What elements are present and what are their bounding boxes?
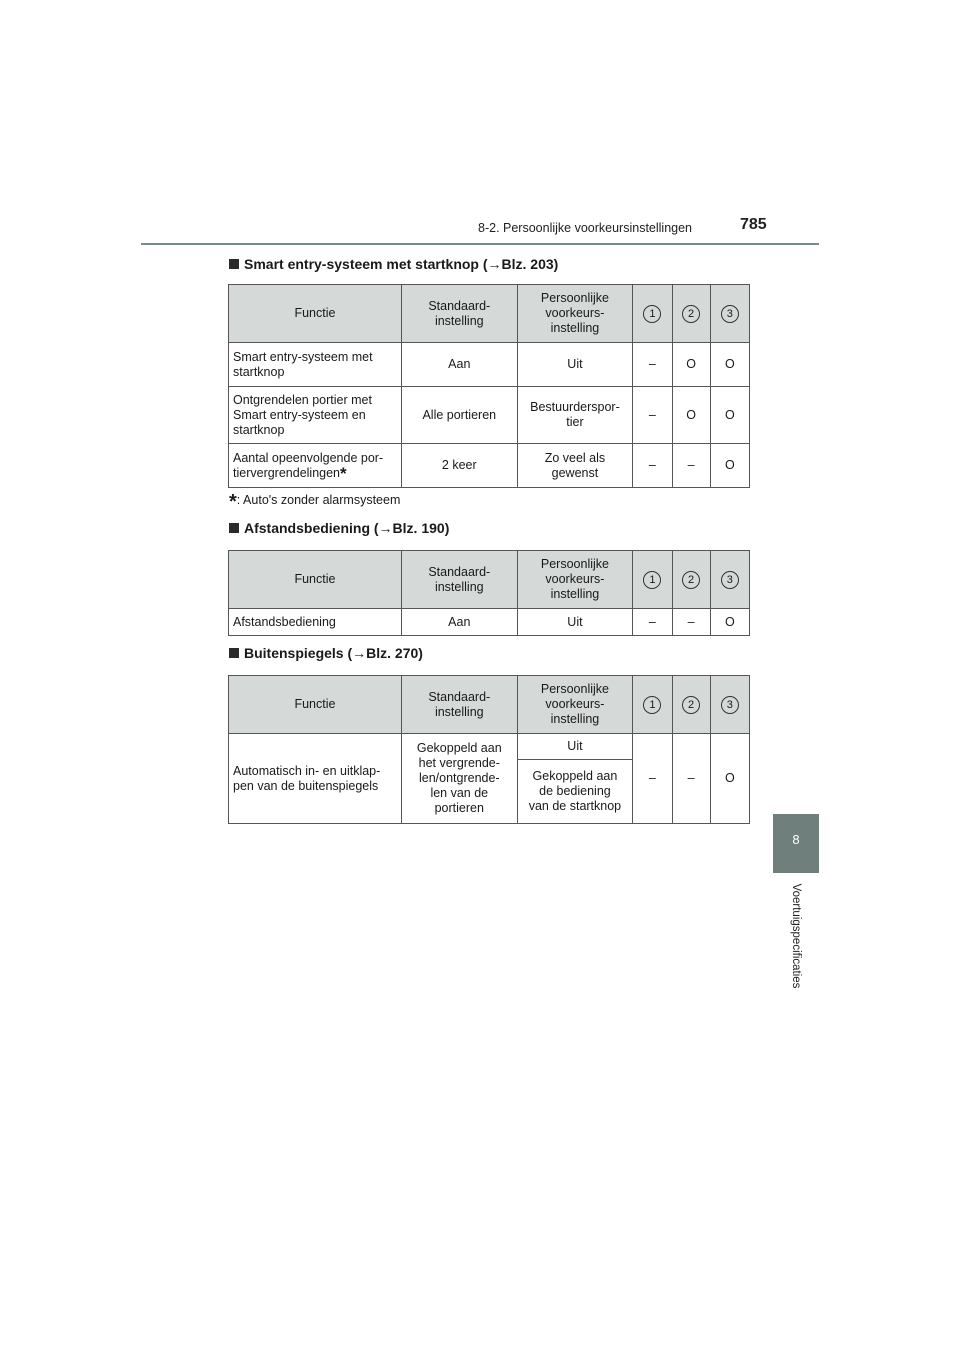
col-header-2 bbox=[672, 285, 710, 343]
cell-default: 2 keer bbox=[401, 444, 517, 488]
cell-mode-3: O bbox=[710, 734, 749, 824]
cell-custom: Bestuurderspor- tier bbox=[517, 387, 633, 444]
mirrors-table bbox=[228, 675, 750, 824]
table-header-row bbox=[229, 285, 750, 343]
cell-default: Aan bbox=[401, 343, 517, 387]
col-header-3 bbox=[710, 551, 749, 609]
table-row bbox=[229, 734, 750, 760]
col-header-custom: Persoonlijke voorkeurs- instelling bbox=[517, 676, 633, 734]
cell-custom: Uit bbox=[517, 343, 633, 387]
cell-function-text: Aantal opeenvolgende por- tiervergrendelingen bbox=[233, 450, 384, 480]
cell-mode-3: O bbox=[710, 444, 749, 488]
circled-3-icon: 3 bbox=[721, 696, 739, 714]
cell-function: Smart entry-systeem met startknop bbox=[229, 343, 402, 387]
cell-mode-3: O bbox=[710, 343, 749, 387]
col-header-custom: Persoonlijke voorkeurs- instelling bbox=[517, 285, 633, 343]
table-row bbox=[229, 387, 750, 444]
cell-default: Alle portieren bbox=[401, 387, 517, 444]
col-header-function: Functie bbox=[229, 285, 402, 343]
circled-1-icon: 1 bbox=[643, 696, 661, 714]
smart-entry-table bbox=[228, 284, 750, 488]
col-header-function: Functie bbox=[229, 676, 402, 734]
cell-function bbox=[229, 444, 402, 488]
cell-mode-2: – bbox=[672, 609, 710, 636]
circled-3-icon: 3 bbox=[721, 305, 739, 323]
circled-1-icon: 1 bbox=[643, 305, 661, 323]
col-header-custom: Persoonlijke voorkeurs- instelling bbox=[517, 551, 633, 609]
table-row bbox=[229, 609, 750, 636]
circled-2-icon: 2 bbox=[682, 696, 700, 714]
cell-mode-1: – bbox=[633, 734, 672, 824]
cell-mode-1: – bbox=[633, 343, 672, 387]
col-header-default: Standaard- instelling bbox=[401, 285, 517, 343]
section-title-text: Buitenspiegels (→Blz. 270) bbox=[244, 645, 423, 661]
col-header-function: Functie bbox=[229, 551, 402, 609]
col-header-2 bbox=[672, 676, 710, 734]
footnote bbox=[229, 491, 400, 514]
cell-mode-2: – bbox=[672, 444, 710, 488]
cell-custom: Uit bbox=[517, 609, 633, 636]
section-title-remote bbox=[229, 520, 449, 536]
col-header-1 bbox=[633, 551, 672, 609]
square-bullet-icon bbox=[229, 648, 239, 658]
cell-default: Gekoppeld aan het vergrende- len/ontgrende- len van de portieren bbox=[401, 734, 517, 824]
cell-mode-1: – bbox=[633, 609, 672, 636]
col-header-3 bbox=[710, 285, 749, 343]
circled-2-icon: 2 bbox=[682, 305, 700, 323]
cell-mode-1: – bbox=[633, 387, 672, 444]
table-header-row bbox=[229, 676, 750, 734]
header-divider bbox=[141, 243, 819, 245]
col-header-3 bbox=[710, 676, 749, 734]
circled-1-icon: 1 bbox=[643, 571, 661, 589]
table-row bbox=[229, 444, 750, 488]
cell-mode-2: O bbox=[672, 387, 710, 444]
col-header-1 bbox=[633, 676, 672, 734]
table-row bbox=[229, 343, 750, 387]
cell-default: Aan bbox=[401, 609, 517, 636]
section-title-smart-entry bbox=[229, 256, 558, 272]
circled-2-icon: 2 bbox=[682, 571, 700, 589]
section-title-text: Afstandsbediening (→Blz. 190) bbox=[244, 520, 450, 536]
cell-function: Ontgrendelen portier met Smart entry-systeem en startknop bbox=[229, 387, 402, 444]
section-header-title: 8-2. Persoonlijke voorkeursinstellingen bbox=[478, 221, 693, 235]
cell-function: Automatisch in- en uitklap- pen van de buitenspiegels bbox=[229, 734, 402, 824]
cell-function: Afstandsbediening bbox=[229, 609, 402, 636]
cell-mode-1: – bbox=[633, 444, 672, 488]
square-bullet-icon bbox=[229, 523, 239, 533]
table-header-row bbox=[229, 551, 750, 609]
circled-3-icon: 3 bbox=[721, 571, 739, 589]
footnote-star: * bbox=[229, 491, 237, 513]
footnote-text: : Auto's zonder alarmsysteem bbox=[236, 493, 401, 507]
cell-mode-3: O bbox=[710, 387, 749, 444]
footnote-marker: * bbox=[340, 463, 347, 483]
cell-mode-2: – bbox=[672, 734, 710, 824]
col-header-default: Standaard- instelling bbox=[401, 676, 517, 734]
cell-custom-option-1: Uit bbox=[517, 734, 633, 760]
section-title-text: Smart entry-systeem met startknop (→Blz. 203) bbox=[244, 256, 559, 272]
square-bullet-icon bbox=[229, 259, 239, 269]
col-header-default: Standaard- instelling bbox=[401, 551, 517, 609]
cell-custom-option-2: Gekoppeld aan de bediening van de startknop bbox=[517, 760, 633, 824]
cell-mode-2: O bbox=[672, 343, 710, 387]
col-header-2 bbox=[672, 551, 710, 609]
cell-custom: Zo veel als gewenst bbox=[517, 444, 633, 488]
cell-mode-3: O bbox=[710, 609, 749, 636]
col-header-1 bbox=[633, 285, 672, 343]
page-number: 785 bbox=[740, 216, 767, 233]
chapter-tab bbox=[773, 814, 819, 873]
remote-table bbox=[228, 550, 750, 636]
chapter-label: Voertuigspecificaties bbox=[790, 883, 802, 989]
section-title-mirrors bbox=[229, 645, 423, 661]
chapter-number: 8 bbox=[792, 832, 800, 847]
